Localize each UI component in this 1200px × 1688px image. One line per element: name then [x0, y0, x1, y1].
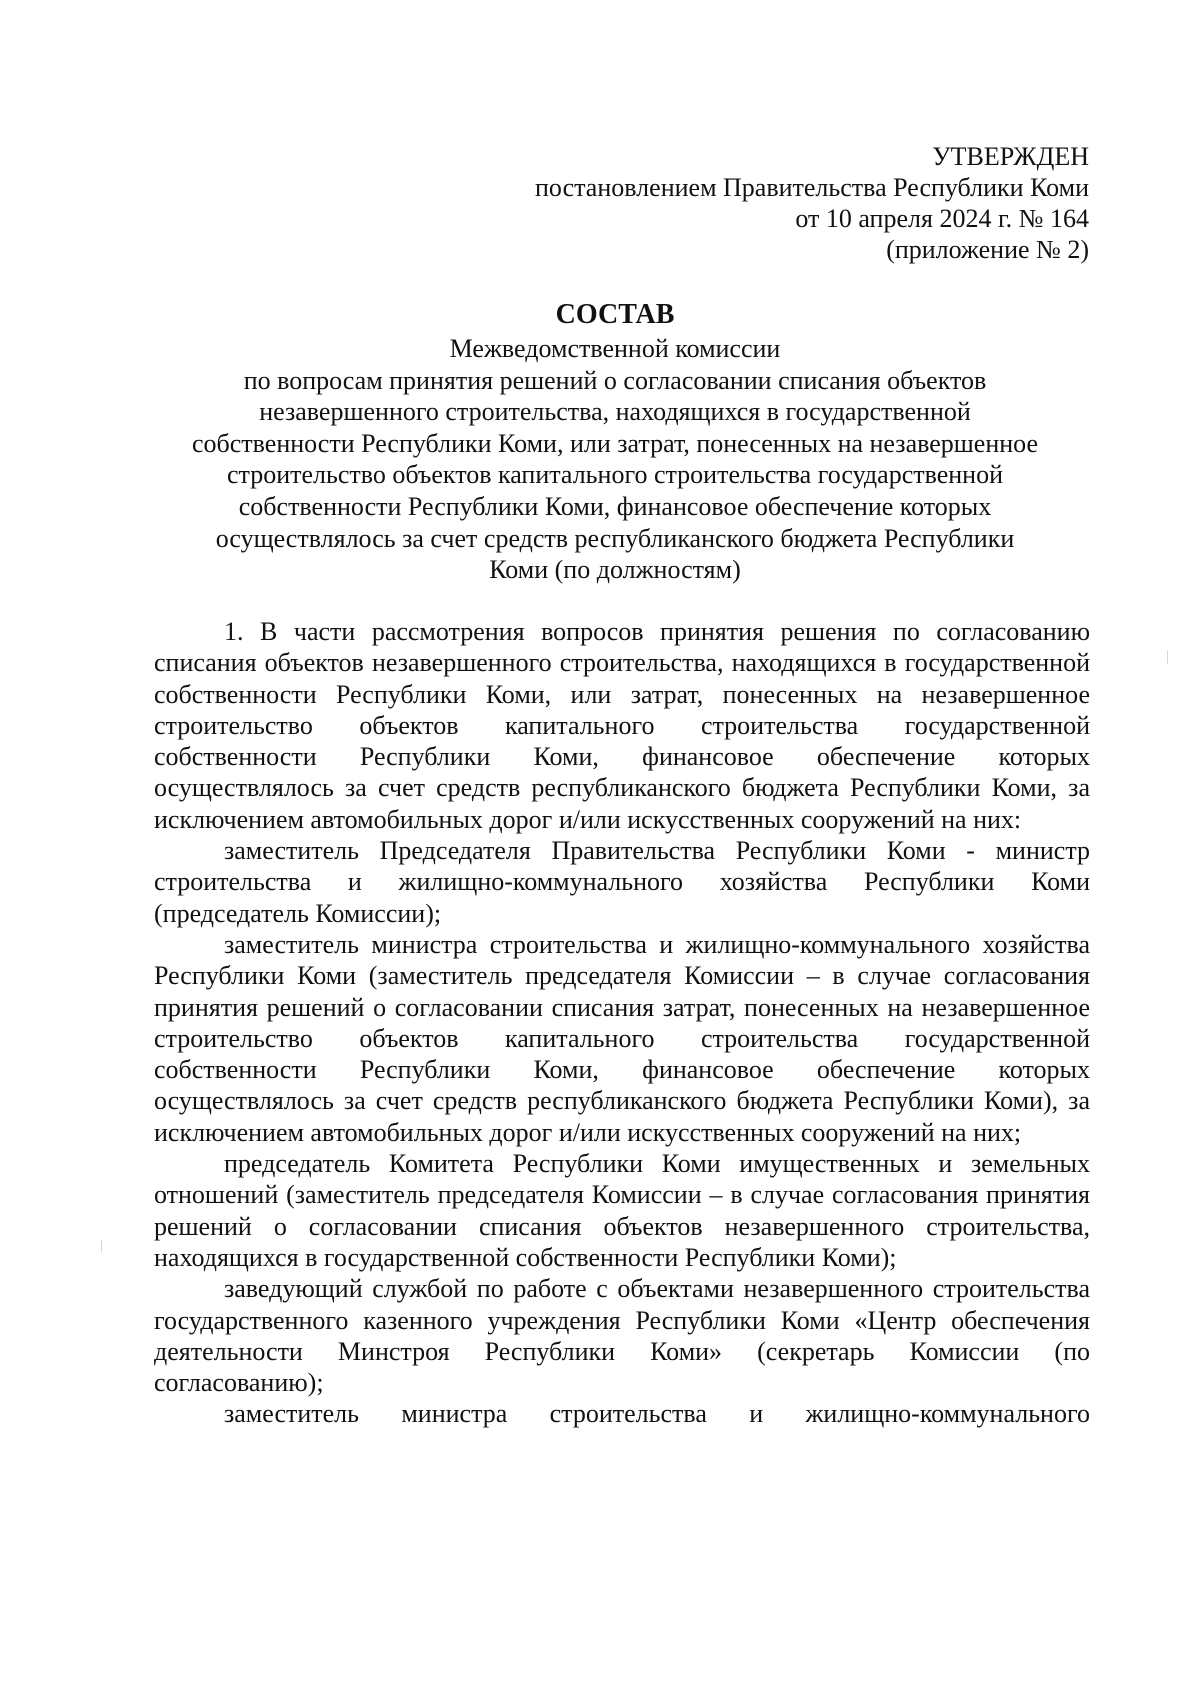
body-paragraph: заведующий службой по работе с объектами незавершенного строительства государственного казенного учреждения Республики Коми «Центр обеспечения деятельности Минстроя Республики Коми» (секретарь Комиссии (по согласованию);: [154, 1274, 1090, 1398]
heading-line: незавершенного строительства, находящихся в государственной: [259, 397, 971, 427]
heading-line: осуществлялось за счет средств республиканского бюджета Республики: [215, 523, 1015, 553]
approval-block: [449, 141, 1089, 265]
body-paragraph: заместитель Председателя Правительства Республики Коми - министр строительства и жилищно-коммунального хозяйства Республики Коми (председатель Комиссии);: [154, 836, 1090, 928]
body-paragraph: председатель Комитета Республики Коми имущественных и земельных отношений (заместитель председателя Комиссии – в случае согласования принятия решений о согласовании списания объектов незавершенного строительства, находящихся в государственной собственности Республики Коми);: [154, 1149, 1090, 1272]
scan-artifact: [101, 1240, 102, 1252]
approval-date-number: от 10 апреля 2024 г. № 164: [795, 204, 1089, 233]
heading-line: строительство объектов капитального строительства государственной: [226, 460, 1004, 490]
document-body: [154, 616, 1090, 1430]
document-heading: [140, 299, 1090, 586]
body-paragraph: заместитель министра строительства и жилищно-коммунального: [224, 1399, 1090, 1429]
approval-appendix: (приложение № 2): [886, 235, 1089, 264]
approval-approved: УТВЕРЖДЕН: [932, 142, 1089, 171]
scan-artifact: [1167, 650, 1168, 664]
heading-line: собственности Республики Коми, или затрат, понесенных на незавершенное: [191, 428, 1039, 458]
heading-line: Коми (по должностям): [489, 555, 741, 585]
body-paragraph: 1. В части рассмотрения вопросов принятия решения по согласованию списания объектов незавершенного строительства, находящихся в государственной собственности Республики Коми, или затрат, понесенных на незавершенное строительство объектов капитального строительства государственной собственности Республики Коми, финансовое обеспечение которых осуществлялось за счет средств республиканского бюджета Республики Коми, за исключением автомобильных дорог и/или искусственных сооружений на них:: [154, 617, 1090, 834]
heading-line: собственности Республики Коми, финансовое обеспечение которых: [238, 491, 992, 521]
heading-line: по вопросам принятия решений о согласовании списания объектов: [243, 365, 987, 395]
approval-by: постановлением Правительства Республики Коми: [535, 173, 1089, 202]
document-title: СОСТАВ: [555, 299, 675, 330]
body-paragraph: заместитель министра строительства и жилищно-коммунального хозяйства Республики Коми (заместитель председателя Комиссии – в случае согласования принятия решений о согласовании списания затрат, понесенных на незавершенное строительство объектов капитального строительства государственной собственности Республики Коми, финансовое обеспечение которых осуществлялось за счет средств республиканского бюджета Республики Коми), за исключением автомобильных дорог и/или искусственных сооружений на них;: [154, 929, 1090, 1147]
heading-line: Межведомственной комиссии: [449, 334, 781, 363]
